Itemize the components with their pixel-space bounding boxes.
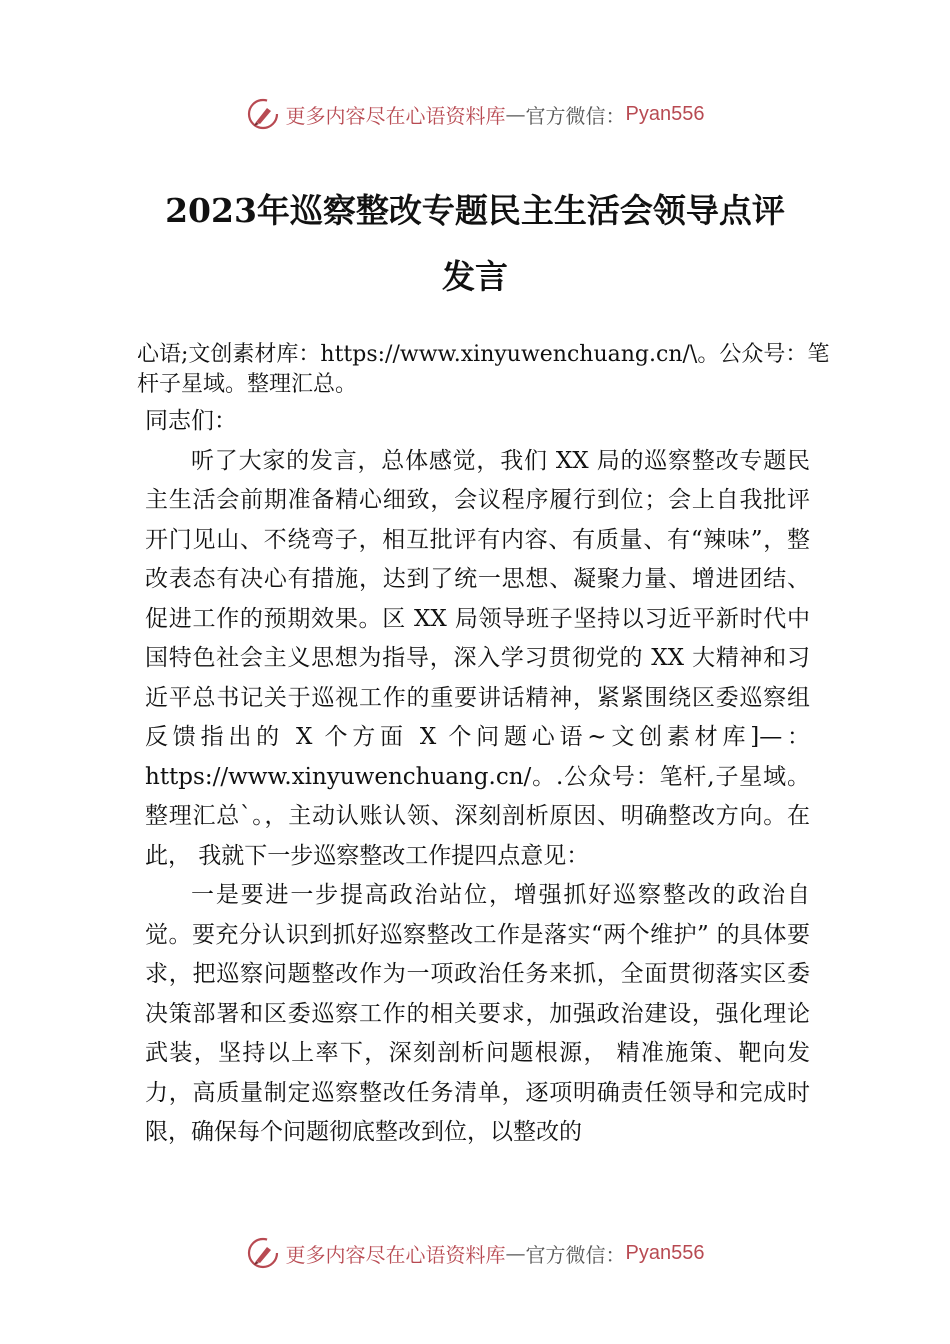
paragraph-1: 听了大家的发言，总体感觉，我们 XX 局的巡察整改专题民主生活会前期准备精心细致，会议程序履行到位；会上自我批评开门见山、不绕弯子，相互批评有内容、有质量、有“辣味”，整改表态有决心有措施，达到了统一思想、凝聚力量、增进团结、促进工作的预期效果。区 XX 局领导班子坚持以习近平新时代中国特色社会主义思想为指导，深入学习贯彻党的 XX 大精神和习近平总书记关于巡视工作的重要讲话精神，紧紧围绕区委巡察组反馈指出的 X 个方面 X 个问题心语~文创素材库]—：https://www.xinyuwenchuang.cn/。.公众号：笔杆,子星域。整理汇总`。，主动认账认领、深刻剖析原因、明确整改方向。在此， 我就下一步巡察整改工作提四点意见：	[145, 447, 810, 869]
title-line-2: 发言	[442, 257, 508, 296]
document-body	[145, 402, 810, 1153]
source-note: 心语;文创素材库：https://www.xinyuwenchuang.cn/\。公众号：笔杆子星域。整理汇总。	[137, 342, 830, 397]
document-title	[0, 178, 950, 310]
banner-wechat-label: 官方微信：	[525, 1242, 626, 1267]
banner-wechat-id: Pyan556	[625, 102, 705, 125]
banner-text: 更多内容尽在心语资料库	[285, 103, 506, 128]
pen-nib-logo-icon	[246, 1236, 280, 1270]
pen-nib-logo-icon	[246, 97, 280, 131]
title-line-1: 2023年巡察整改专题民主生活会领导点评	[165, 191, 785, 230]
paragraph-2: 一是要进一步提高政治站位，增强抓好巡察整改的政治自觉。要充分认识到抓好巡察整改工作是落实“两个维护” 的具体要求，把巡察问题整改作为一项政治任务来抓，全面贯彻落实区委决策部署和区委巡察工作的相关要求，加强政治建设，强化理论武装，坚持以上率下，深刻剖析问题根源， 精准施策、靶向发力，高质量制定巡察整改任务清单，逐项明确责任领导和完成时限，确保每个问题彻底整改到位，以整改的	[145, 882, 810, 1145]
banner-dash: —	[505, 1241, 526, 1265]
banner-dash: —	[505, 102, 526, 126]
banner-wechat-label: 官方微信：	[525, 103, 626, 128]
salutation: 同志们：	[145, 408, 237, 434]
header-banner	[0, 94, 950, 134]
footer-banner	[0, 1233, 950, 1273]
banner-wechat-id: Pyan556	[625, 1241, 705, 1264]
banner-text: 更多内容尽在心语资料库	[285, 1242, 506, 1267]
